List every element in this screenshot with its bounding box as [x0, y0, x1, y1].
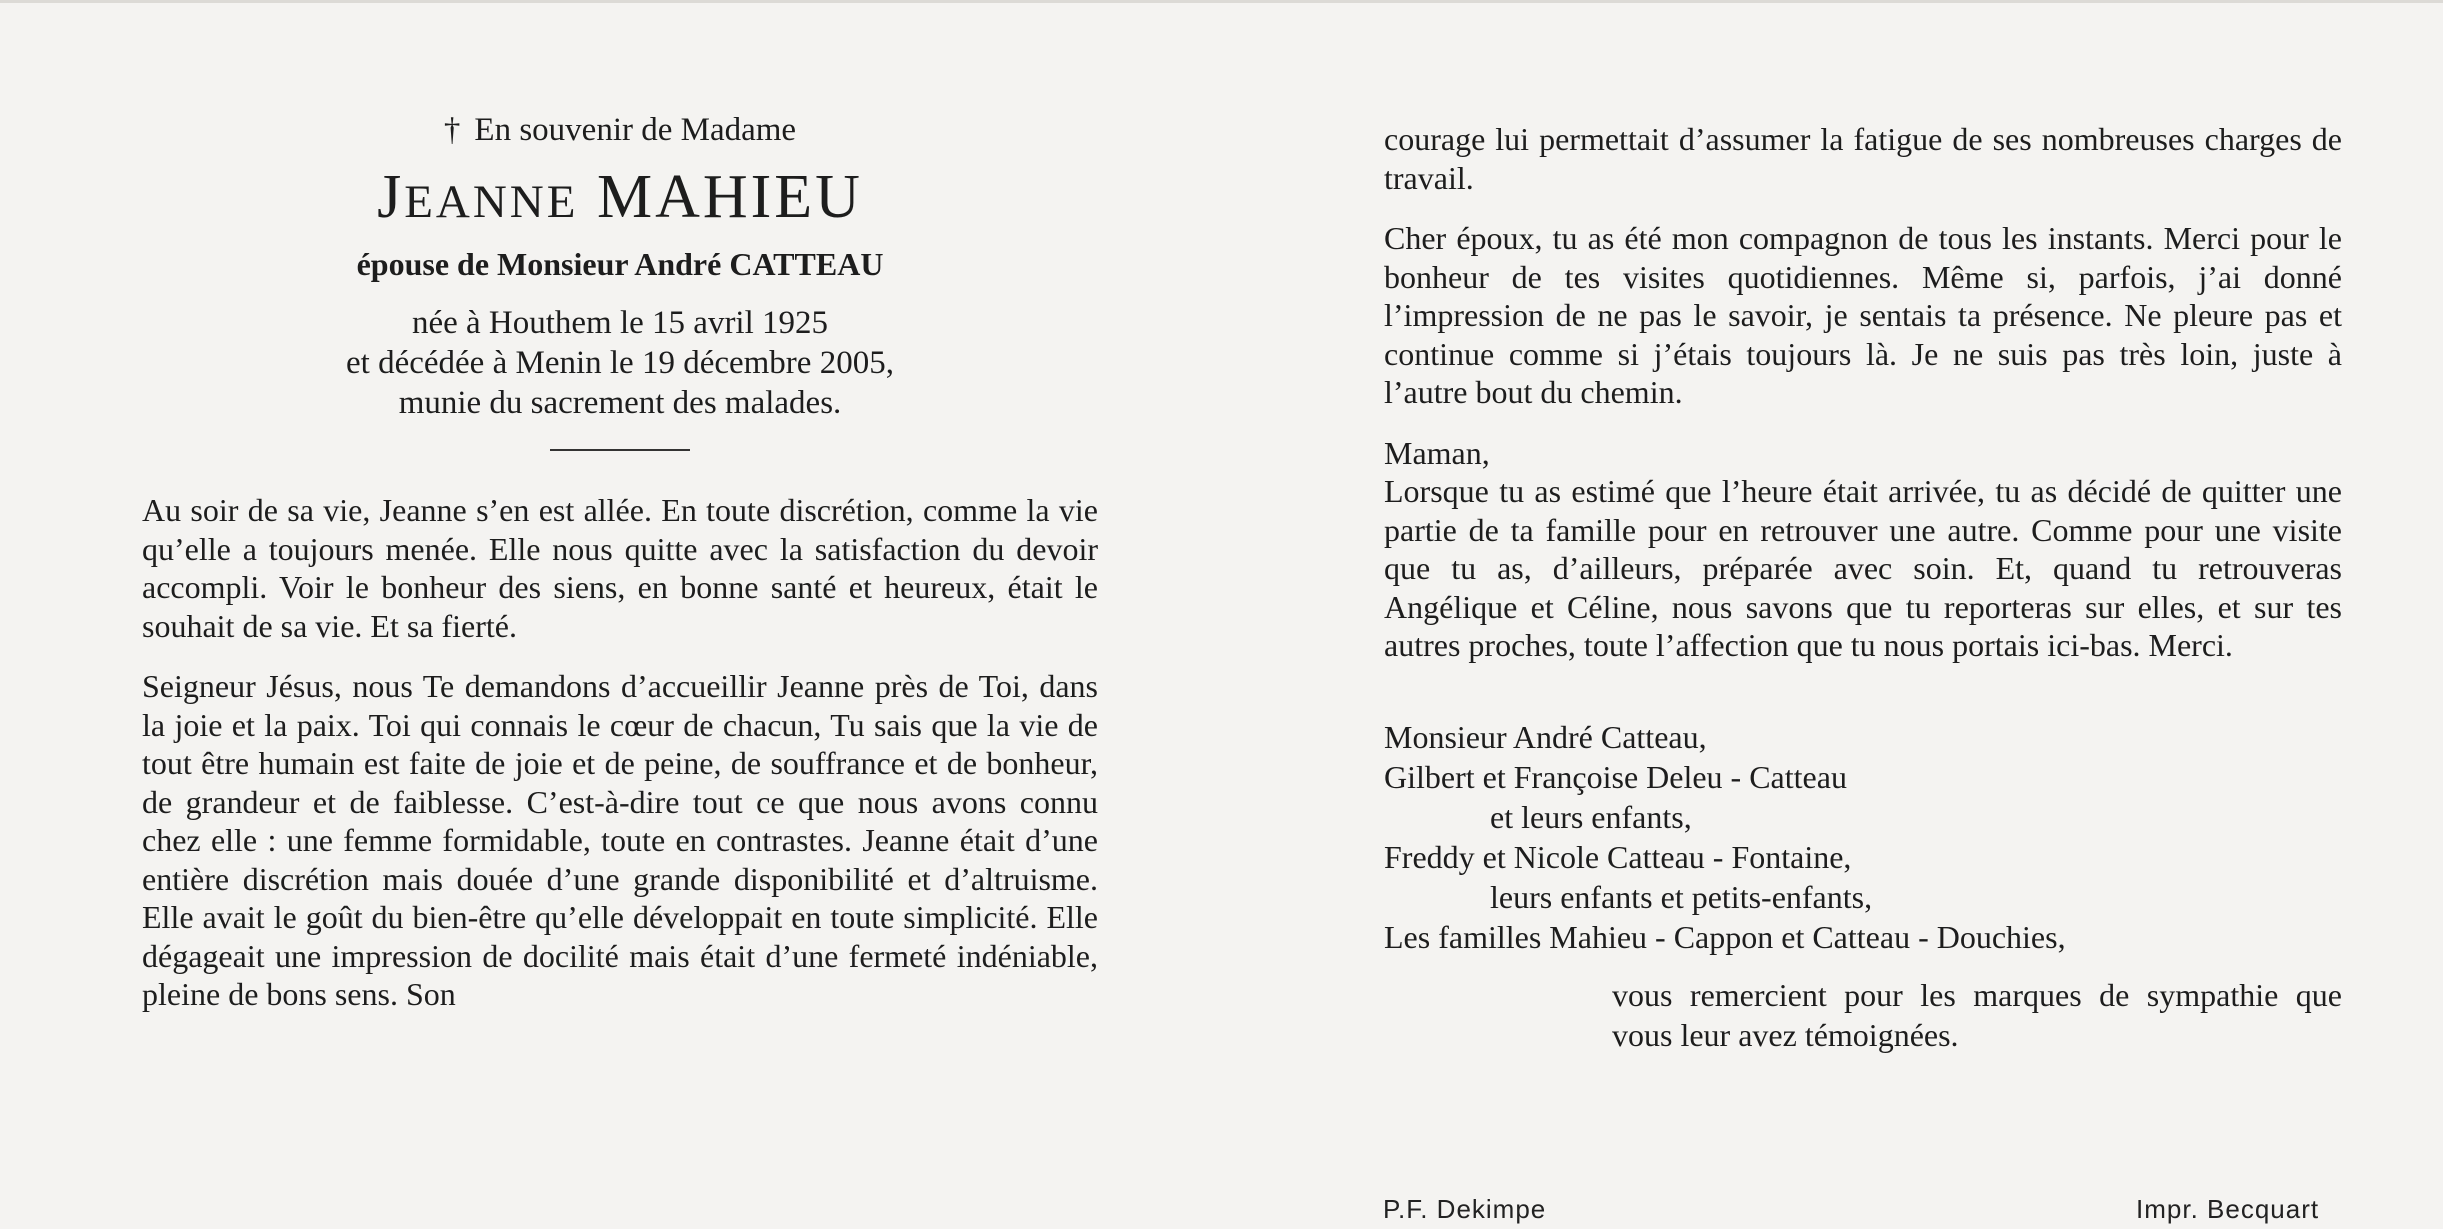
sacrament-line: munie du sacrement des malades.	[398, 385, 842, 421]
left-panel	[142, 108, 1098, 1036]
paragraph-spouse: Cher époux, tu as été mon compagnon de tous les instants. Merci pour le bonheur de tes visites quotidiennes. Même si, parfois, j’ai donné l’impression de ne pas le savoir, je sentais ta présence. Ne pleure pas et continue comme si j’étais toujours là. Je ne suis pas très loin, juste à l’autre bout du chemin.	[1384, 220, 2342, 410]
cross-icon: †	[443, 112, 461, 148]
deceased-name	[142, 158, 1098, 241]
funeral-home: P.F. Dekimpe	[1383, 1194, 1547, 1224]
printer-credit: Impr. Becquart	[2136, 1194, 2320, 1224]
paragraph-courage: courage lui permettait d’assumer la fatigue de ses nombreuses charges de travail.	[1384, 121, 2342, 196]
intro-line	[142, 108, 1098, 152]
paragraph-prayer: Seigneur Jésus, nous Te demandons d’accueillir Jeanne près de Toi, dans la joie et la paix. Toi qui connais le cœur de chacun, Tu sais que la vie de tout être humain est faite de joie et de peine, de souffrance et de bonheur, de grandeur et de faiblesse. C’est-à-dire tout ce que nous avons connu chez elle : une femme formidable, toute en contrastes. Jeanne était d’une entière discrétion mais douée d’une grande disponibilité et d’altruisme. Elle avait le goût du bien-être qu’elle développait en toute simplicité. Elle dégageait une impression de docilité mais était d’une fermeté indéniable, pleine de bons sens. Son	[142, 668, 1098, 1012]
family-list	[1384, 717, 2342, 957]
family-line: et leurs enfants,	[1490, 798, 1692, 835]
dates-block	[142, 303, 1098, 423]
first-name	[377, 163, 578, 231]
divider	[550, 449, 690, 451]
death-line: et décédée à Menin le 19 décembre 2005,	[346, 345, 894, 381]
family-line: Gilbert et Françoise Deleu - Catteau	[1384, 758, 1847, 795]
birth-line: née à Houthem le 15 avril 1925	[411, 305, 829, 341]
fold-line	[0, 0, 2443, 3]
family-line: leurs enfants et petits-enfants,	[1490, 878, 1873, 915]
right-panel	[1384, 120, 2342, 1055]
family-line: Monsieur André Catteau,	[1384, 718, 1707, 755]
family-line: Freddy et Nicole Catteau - Fontaine,	[1384, 838, 1852, 875]
first-name-initial: J	[377, 163, 405, 231]
paragraph-maman	[1384, 434, 2342, 665]
paragraph-evening: Au soir de sa vie, Jeanne s’en est allée. En toute discrétion, comme la vie qu’elle a toujours menée. Elle nous quitte avec la satisfaction du devoir accompli. Voir le bonheur des siens, en bonne santé et heureux, était le souhait de sa vie. Et sa fierté.	[142, 492, 1098, 644]
family-line: Les familles Mahieu - Cappon et Catteau - Douchies,	[1384, 918, 2066, 955]
last-name: MAHIEU	[596, 163, 863, 231]
thanks-text: vous remercient pour les marques de sympathie que vous leur avez témoignées.	[1612, 976, 2342, 1053]
first-name-rest: EANNE	[404, 176, 579, 228]
intro-text: En souvenir de Madame	[474, 112, 797, 148]
maman-salutation: Maman,	[1384, 434, 1490, 471]
maman-text: Lorsque tu as estimé que l’heure était arrivée, tu as décidé de quitter une partie de ta famille pour en retrouver une autre. Comme pour une visite que tu as, d’ailleurs, préparée avec soin. Et, quand tu retrouveras Angélique et Céline, nous savons que tu reporteras sur elles, et sur tes autres proches, toute l’affection que tu nous portais ici-bas. Merci.	[1384, 473, 2342, 663]
spouse-line: épouse de Monsieur André CATTEAU	[356, 246, 884, 282]
